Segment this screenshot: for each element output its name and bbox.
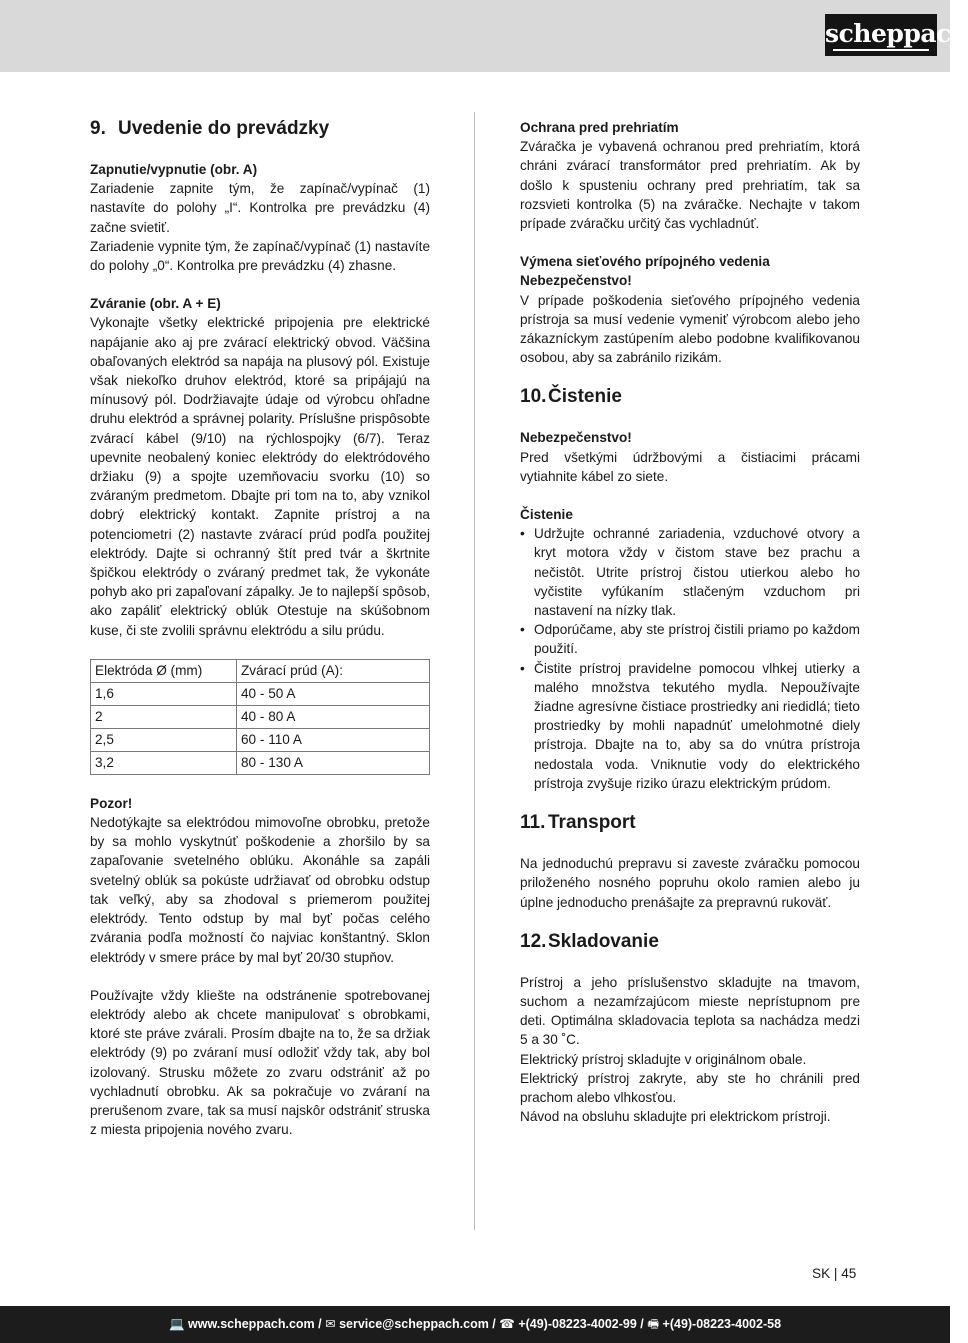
section-heading-12 <box>520 931 860 953</box>
section-title: Skladovanie <box>548 930 659 952</box>
paragraph: Zváračka je vybavená ochranou pred prehriatím, ktorá chráni zvárací transformátor pred prehriatím. Ak by došlo k spusteniu ochrany pred prehriatím, tak sa rozsvieti kontrolka (5) na zváračke. Nechajte v takom prípade zváračku určitý čas vychladnúť. <box>520 139 860 232</box>
table-cell: 2 <box>91 705 237 728</box>
table-row <box>91 705 430 728</box>
subheading-overheat: Ochrana pred prehriatím <box>520 120 679 135</box>
table-header-row <box>91 659 430 682</box>
page-language: SK <box>812 1266 831 1281</box>
paragraph: Na jednoduchú prepravu si zaveste zváračku pomocou priloženého nosného popruhu okolo ramien alebo ju úplne jednoducho prenášajte za prepravnú rukoväť. <box>520 856 860 910</box>
table-row <box>91 682 430 705</box>
table-cell: 2,5 <box>91 728 237 751</box>
mail-icon: ✉ <box>325 1317 336 1331</box>
footer-email[interactable]: service@scheppach.com <box>339 1317 489 1331</box>
paragraph: Elektrický prístroj skladujte v originálnom obale. <box>520 1051 807 1067</box>
subheading-danger: Nebezpečenstvo! <box>520 430 632 446</box>
paragraph: Nedotýkajte sa elektródou mimovoľne obrobku, pretože by sa mohlo vyskytnúť poškodenie a zhoršilo by sa zapaľovanie svetelného oblúku. Akonáhle sa zapáli svetelný oblúk sa pokúste udržiavať od obrobku odstup tak veľký, aby sa zhodoval s priemerom použitej elektródy. Tento odstup by mal byť počas celého zvárania podľa možností čo najviac konštantný. Sklon elektródy v smere práce by mal byť 20/30 stupňov. <box>90 815 430 965</box>
subheading-cable: Výmena sieťového prípojného vedenia <box>520 254 770 270</box>
fax-icon: 🖷 <box>647 1317 660 1331</box>
footer-separator: / <box>314 1317 326 1331</box>
subheading-danger: Nebezpečenstvo! <box>520 273 632 289</box>
section-number: 9. <box>90 118 106 139</box>
table-cell: 1,6 <box>91 682 237 705</box>
list-item: • Čistite prístroj pravidelne pomocou vlhkej utierky a malého množstva tekutého mydla. Nepoužívajte žiadne agresívne čistiace prostriedky ani riedidlá; tieto prostriedky by mohli napadnúť umelohmotné diely prístroja. Dbajte na to, aby sa do vnútra prístroja nedostala voda. Vniknutie vody do elektrického prístroja zvyšuje riziko úrazu elektrickým prúdom. <box>520 659 860 793</box>
section-heading-9 <box>90 118 430 140</box>
section-heading-11 <box>520 812 860 834</box>
page-header <box>0 0 968 72</box>
footer-separator: / <box>488 1317 500 1331</box>
electrode-current-table <box>90 659 430 775</box>
paragraph: Prístroj a jeho príslušenstvo skladujte na tmavom, suchom a nezamŕzajúcom mieste neprístupnom pre deti. Optimálna skladovacia teplota sa nachádza medzi 5 a 30 ˚C. <box>520 974 860 1048</box>
cleaning-list <box>520 524 860 793</box>
footer-fax: +(49)-08223-4002-58 <box>662 1317 782 1331</box>
table-header-cell: Zvárací prúd (A): <box>237 659 430 682</box>
subheading-welding: Zváranie (obr. A + E) <box>90 296 221 312</box>
table-header-cell: Elektróda Ø (mm) <box>91 659 237 682</box>
table-cell: 40 - 80 A <box>237 705 430 728</box>
paragraph: Zariadenie vypnite tým, že zapínač/vypínač (1) nastavíte do polohy „0“. Kontrolka pre prevádzku (4) zhasne. <box>90 238 431 274</box>
footer-separator: / <box>636 1317 648 1331</box>
table-row <box>91 751 430 774</box>
subheading-switch: Zapnutie/vypnutie (obr. A) <box>90 162 258 177</box>
page-number <box>812 1266 856 1281</box>
paragraph: V prípade poškodenia sieťového prípojného vedenia prístroja sa musí vedenie vymeniť výrobcom alebo jeho zákazníckym zastúpením alebo podobne kvalifikovanou osobou, aby sa zabránilo rizikám. <box>520 292 860 366</box>
paragraph: Návod na obsluhu skladujte pri elektrickom prístroji. <box>520 1109 831 1125</box>
section-title: Čistenie <box>548 386 622 408</box>
column-divider <box>474 112 475 1230</box>
section-title: Uvedenie do prevádzky <box>118 118 330 139</box>
section-number: 11. <box>520 812 546 834</box>
section-number: 10. <box>520 386 547 408</box>
left-column <box>90 118 430 1139</box>
scheppach-logo: scheppach <box>825 14 937 56</box>
section-title: Transport <box>548 812 636 834</box>
paragraph: Pred všetkými údržbovými a čistiacimi prácami vytiahnite kábel zo siete. <box>520 449 860 484</box>
right-column <box>520 118 860 1126</box>
page-separator: | <box>833 1266 838 1281</box>
subheading-cleaning: Čistenie <box>520 507 573 523</box>
footer-phone: +(49)-08223-4002-99 <box>518 1317 637 1331</box>
table-cell: 60 - 110 A <box>237 728 430 751</box>
paragraph: Zariadenie zapnite tým, že zapínač/vypínač (1) nastavíte do polohy „I“. Kontrolka pre prevádzku (4) začne svietiť. <box>90 181 430 235</box>
subheading-warning: Pozor! <box>90 795 133 811</box>
table-cell: 80 - 130 A <box>237 751 430 774</box>
table-cell: 3,2 <box>91 751 237 774</box>
computer-icon: 💻 <box>168 1317 185 1331</box>
paragraph: Elektrický prístroj zakryte, aby ste ho chránili pred prachom alebo vlhkosťou. <box>520 1070 860 1105</box>
section-heading-10 <box>520 386 860 408</box>
page-number-value: 45 <box>841 1266 857 1281</box>
page-footer <box>0 1306 950 1343</box>
list-item: • Odporúčame, aby ste prístroj čistili priamo po každom použití. <box>520 620 860 658</box>
footer-website[interactable]: www.scheppach.com <box>188 1317 315 1331</box>
section-number: 12. <box>520 930 547 952</box>
paragraph: Vykonajte všetky elektrické pripojenia pre elektrické napájanie ako aj pre zvárací elektrický obvod. Väčšina obaľovaných elektród sa napája na plusový pól. Existuje však niekoľko druhov elektród, ktoré sa pripájajú na mínusový pól. Dodržiavajte údaje od výrobcu ohľadne druhu elektród a správnej polarity. Príslušne prispôsobte zvárací kábel (9/10) na rýchlospojky (6/7). Teraz upevnite neobalený koniec elektródy do elektródového držiaku (9) a spojte uzemňovaciu svorku (10) so zváraným predmetom. Dbajte pri tom na to, aby vznikol dobrý elektrický kontakt. Zapnite prístroj a na potenciometri (2) nastavte zvárací prúd podľa použitej elektródy. Dajte si ochranný štít pred tvár a škrtnite špičkou elektródy o zváraný predmet tak, že vykonáte pohyb ako pri zapaľovaní zápalky. Je to najlepší spôsob, ako zapáliť elektrický oblúk Otestuje na skúšobnom kuse, či ste zvolili správnu elektródu a silu prúdu. <box>90 315 430 638</box>
phone-icon: ☎ <box>499 1317 515 1331</box>
paragraph: Používajte vždy kliešte na odstránenie spotrebovanej elektródy alebo ak chcete manipulovať s obrobkami, ktoré ste práve zvárali. Prosím dbajte na to, že sa držiak elektródy (9) po zváraní musí odložiť vždy tak, aby bol izolovaný. Strusku môžete zo zvaru odstrániť až po vychladnutí obrobku. Ak sa pokračuje vo zváraní na prerušenom zvare, tak sa musí najskôr odstrániť struska z miesta pripojenia nového zvaru. <box>90 987 430 1138</box>
list-item: • Udržujte ochranné zariadenia, vzduchové otvory a kryt motora vždy v čistom stave bez prachu a nečistôt. Utrite prístroj čistou utierkou alebo ho vyčistite vyfúkaním stlačeným vzduchom pri nastavení na nízky tlak. <box>520 524 860 620</box>
table-row <box>91 728 430 751</box>
table-cell: 40 - 50 A <box>237 682 430 705</box>
